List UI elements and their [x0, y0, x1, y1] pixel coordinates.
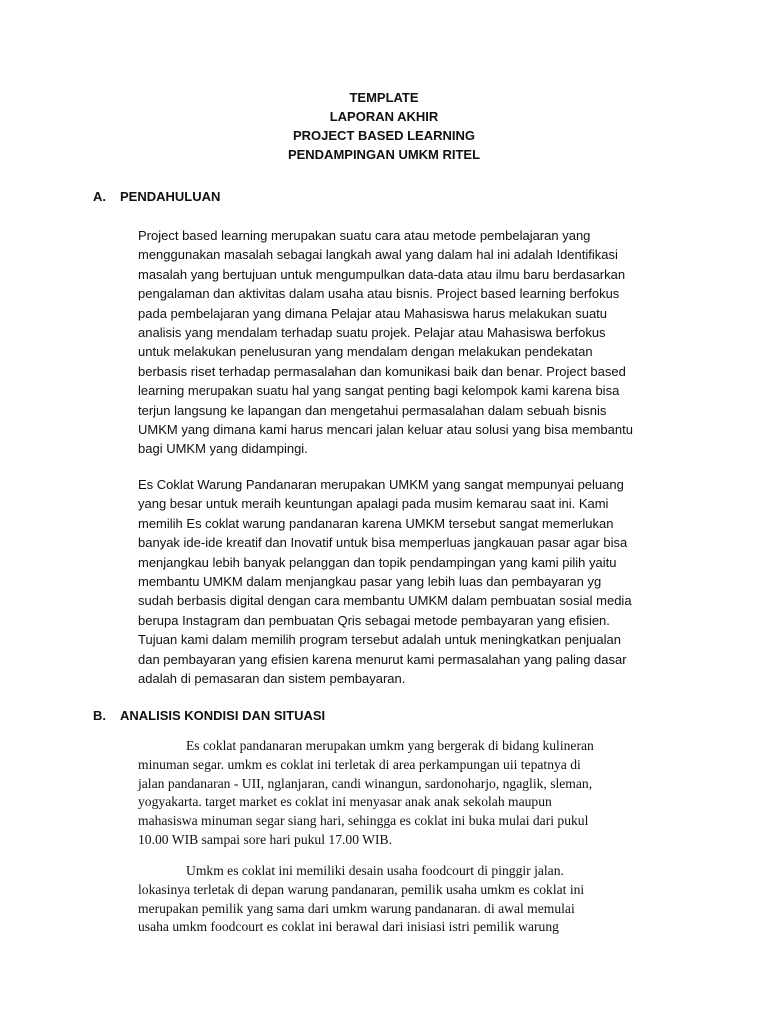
paragraph-line: pada pembelajaran yang dimana Pelajar atau Mahasiswa harus melakukan suatu [138, 305, 608, 321]
section-b-heading [93, 707, 325, 725]
paragraph-line: minuman segar. umkm es coklat ini terletak di area perkampungan uii tepatnya di [138, 756, 581, 772]
section-a-heading [93, 188, 220, 206]
paragraph-line: UMKM yang dimana kami harus mencari jalan keluar atau solusi yang bisa membantu [138, 422, 633, 438]
paragraph-line: menggunakan masalah sebagai langkah awal yang dalam hal ini adalah Identifikasi [138, 247, 618, 263]
paragraph-line: menjangkau lebih banyak pelanggan dan topik pendampingan yang kami pilih yaitu [138, 554, 617, 570]
paragraph-line: banyak ide-ide kreatif dan Inovatif untuk bisa memperluas jangkauan pasar agar bisa [138, 535, 628, 551]
paragraph-line: untuk melakukan penelusuran yang mendalam dengan melakukan pendekatan [138, 344, 593, 360]
document-title [0, 88, 768, 164]
paragraph-line: yogyakarta. target market es coklat ini menyasar anak anak sekolah maupun [138, 794, 552, 810]
paragraph-line: 10.00 WIB sampai sore hari pukul 17.00 WIB. [138, 831, 392, 847]
paragraph-line: berbasis riset terhadap permasalahan dan komunikasi baik dan benar. Project based [138, 363, 626, 379]
paragraph-line: pengalaman dan aktivitas dalam usaha atau bisnis. Project based learning berfokus [138, 286, 620, 302]
section-b-title: ANALISIS KONDISI DAN SITUASI [120, 708, 326, 723]
paragraph-line: adalah di pemasaran dan sistem pembayaran. [138, 671, 406, 687]
paragraph-line: Tujuan kami dalam memilih program tersebut adalah untuk meningkatkan penjualan [138, 632, 621, 648]
section-a-paragraph-2 [138, 475, 678, 688]
paragraph-line: masalah yang bertujuan untuk mengumpulkan data-data atau ilmu baru berdasarkan [138, 266, 626, 282]
title-line-4: PENDAMPINGAN UMKM RITEL [287, 147, 481, 162]
paragraph-line: yang besar untuk meraih keuntungan apalagi pada musim kemarau saat ini. Kami [138, 496, 609, 512]
paragraph-line: analisis yang mendalam terhadap suatu projek. Pelajar atau Mahasiswa berfokus [138, 325, 606, 341]
section-a-paragraph-1 [138, 226, 678, 459]
paragraph-line: Es Coklat Warung Pandanaran merupakan UMKM yang sangat mempunyai peluang [138, 477, 624, 492]
paragraph-line: Project based learning merupakan suatu cara atau metode pembelajaran yang [138, 228, 591, 243]
section-a-title: PENDAHULUAN [120, 189, 221, 204]
paragraph-line: learning merupakan suatu hal yang sangat penting bagi kelompok kami karena bisa [138, 383, 620, 399]
title-line-1: TEMPLATE [349, 90, 419, 105]
paragraph-line: merupakan pemilik yang sama dari umkm warung pandanaran. di awal memulai [138, 900, 575, 916]
paragraph-line: sudah berbasis digital dengan cara membantu UMKM dalam pembuatan sosial media [138, 593, 632, 609]
title-line-3: PROJECT BASED LEARNING [292, 128, 476, 143]
paragraph-line: dan pembayaran yang efisien karena menurut kami permasalahan yang paling dasar [138, 651, 627, 667]
section-a-number: A. [93, 189, 106, 204]
paragraph-line: Es coklat pandanaran merupakan umkm yang bergerak di bidang kulineran [186, 738, 594, 753]
paragraph-line: berupa Instagram dan pembuatan Qris sebagai metode pembayaran yang efisien. [138, 612, 610, 628]
paragraph-line: mahasiswa minuman segar siang hari, sehingga es coklat ini buka mulai dari pukul [138, 813, 589, 829]
paragraph-line: memilih Es coklat warung pandanaran karena UMKM tersebut sangat memerlukan [138, 515, 614, 531]
paragraph-line: terjun langsung ke lapangan dan mengetahui permasalahan dalam sebuah bisnis [138, 402, 607, 418]
section-b-paragraph-1 [138, 737, 678, 850]
paragraph-line: jalan pandanaran - UII, nglanjaran, candi winangun, sardonoharjo, ngaglik, sleman, [138, 775, 593, 791]
paragraph-line: usaha umkm foodcourt es coklat ini berawal dari inisiasi istri pemilik warung [138, 919, 559, 935]
section-b-paragraph-2 [138, 862, 678, 937]
paragraph-line: bagi UMKM yang didampingi. [138, 441, 308, 457]
paragraph-line: lokasinya terletak di depan warung pandanaran, pemilik usaha umkm es coklat ini [138, 881, 585, 897]
paragraph-line: Umkm es coklat ini memiliki desain usaha foodcourt di pinggir jalan. [186, 863, 564, 878]
section-b-number: B. [93, 708, 106, 723]
paragraph-line: membantu UMKM dalam menjangkau pasar yang lebih luas dan pembayaran yg [138, 574, 602, 590]
title-line-2: LAPORAN AKHIR [329, 109, 439, 124]
